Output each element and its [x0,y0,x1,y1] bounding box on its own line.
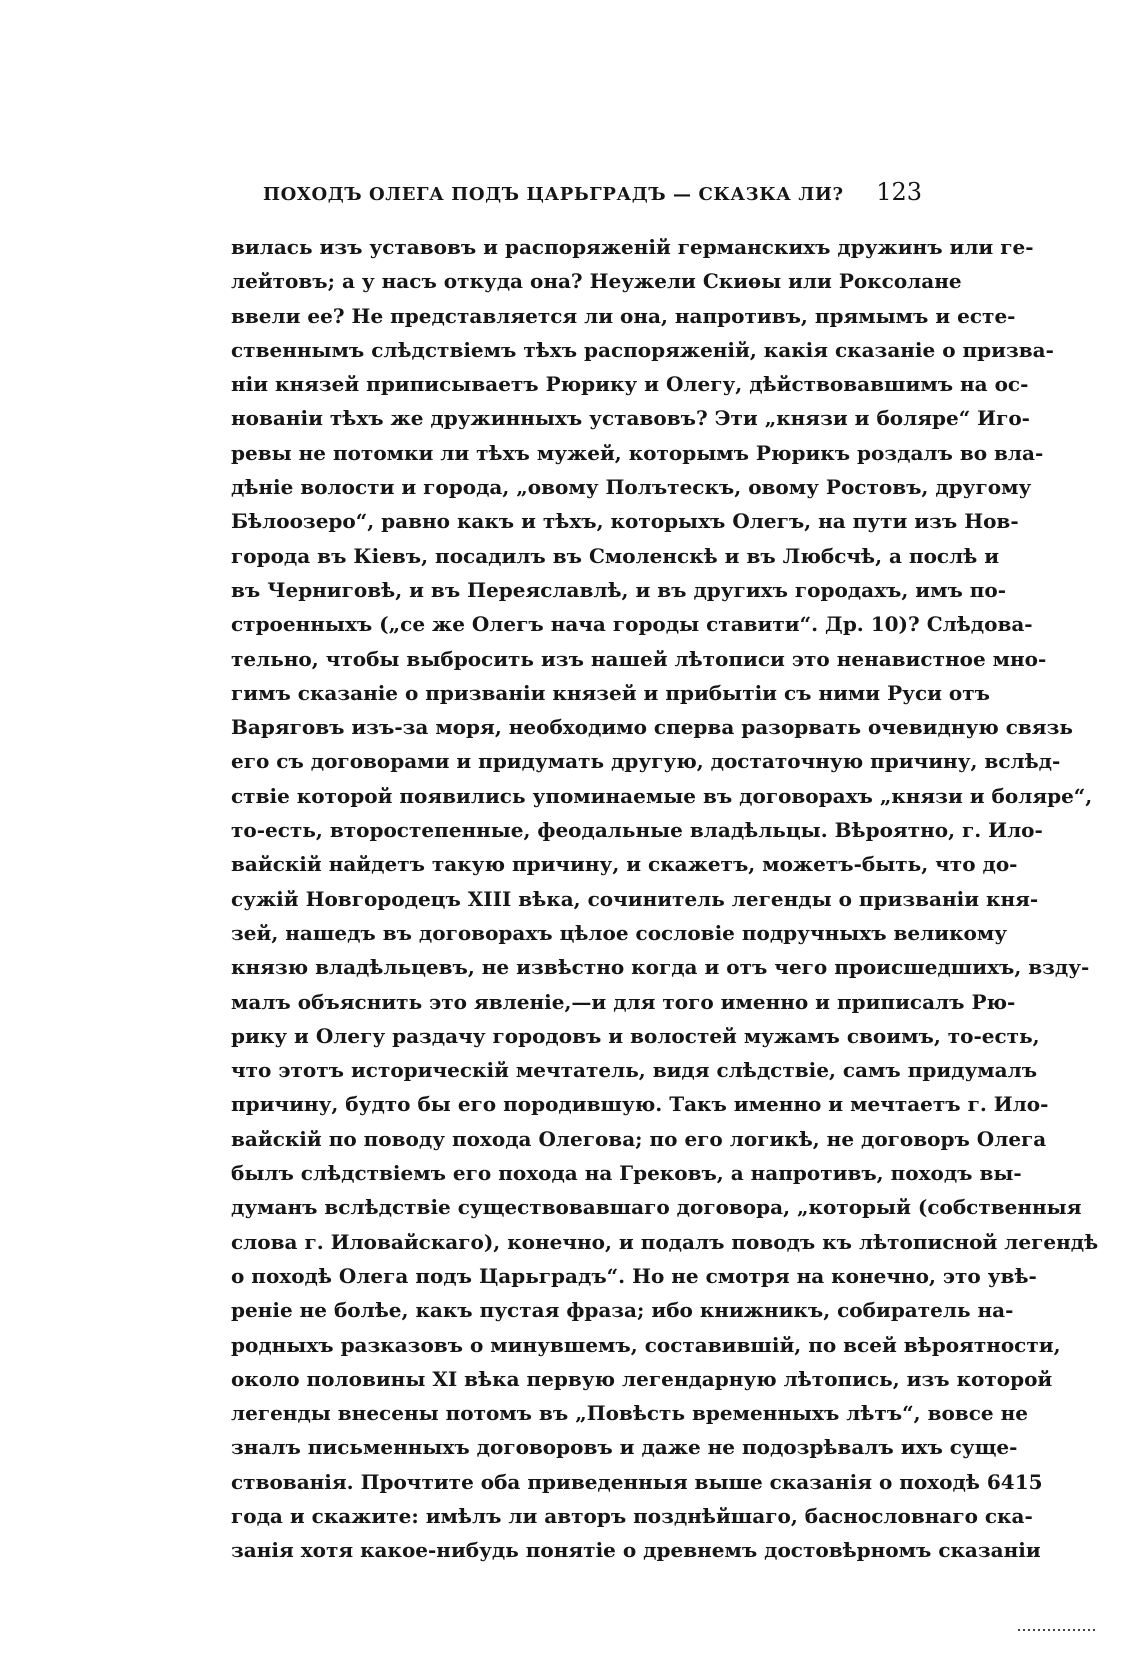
chapter-title: ПОХОДЪ ОЛЕГА ПОДЪ ЦАРЬГРАДЪ — СКАЗКА ЛИ? [263,184,844,205]
text-line: легенды внесены потомъ въ „Повѣсть временныхъ лѣтъ“, вовсе не [231,1401,1028,1426]
text-line: вайскій найдетъ такую причину, и скажетъ, можетъ-быть, что до- [231,852,1018,877]
text-line: о походѣ Олега подъ Царьградъ“. Но не смотря на конечно, это увѣ- [231,1263,1037,1288]
text-line: Варяговъ изъ-за моря, необходимо сперва разорвать очевидную связь [231,715,1073,740]
text-line: вилась изъ уставовъ и распоряженій германскихъ дружинъ или ге- [231,235,1034,259]
text-line: ствіе которой появились упоминаемые въ договорахъ „князи и боляре“, [231,783,1093,808]
text-line: реніе не болѣе, какъ пустая фраза; ибо книжникъ, собиратель на- [231,1298,1014,1323]
body-text [231,230,1099,1568]
text-line: вайскій по поводу похода Олегова; по его логикѣ, не договоръ Олега [231,1126,1047,1151]
text-line: строенныхъ („се же Олегъ нача городы ставити“. Др. 10)? Слѣдова- [231,612,1033,637]
text-line: нованіи тѣхъ же дружинныхъ уставовъ? Эти „князи и боляре“ Иго- [231,406,1030,431]
text-line: думанъ вслѣдствіе существовавшаго договора, „который (собственныя [231,1195,1082,1220]
text-line: ввели ее? Не представляется ли она, напротивъ, прямымъ и есте- [231,303,1016,328]
text-line: занія хотя какое-нибудь понятіе о древнемъ достовѣрномъ сказаніи [231,1538,1041,1563]
scan-edge-mark [1018,1629,1098,1631]
text-line: Бѣлоозеро“, равно какъ и тѣхъ, которыхъ Олегъ, на пути изъ Нов- [231,509,1019,534]
text-line: что этотъ историческій мечтатель, видя слѣдствіе, самъ придумалъ [231,1058,1038,1083]
text-line: князю владѣльцевъ, не извѣстно когда и отъ чего происшедшихъ, взду- [231,955,1090,980]
text-line: города въ Кіевъ, посадилъ въ Смоленскѣ и въ Любсчѣ, а послѣ и [231,543,1000,568]
text-line: въ Черниговѣ, и въ Переяславлѣ, и въ другихъ городахъ, имъ по- [231,577,1007,602]
text-line: дѣніе волости и города, „овому Полътескъ, овому Ростовъ, другому [231,475,1032,500]
text-line: около половины XI вѣка первую легендарную лѣтопись, изъ которой [231,1366,1053,1391]
running-header [231,178,926,218]
text-line: года и скажите: имѣлъ ли авторъ позднѣйшаго, баснословнаго ска- [231,1503,1033,1528]
text-line: слова г. Иловайскаго), конечно, и подалъ поводъ къ лѣтописной легендѣ [231,1229,1099,1254]
text-line: тельно, чтобы выбросить изъ нашей лѣтописи это ненавистное мно- [231,646,1047,671]
text-line: причину, будто бы его породившую. Такъ именно и мечтаетъ г. Ило- [231,1092,1049,1117]
text-line: ревы не потомки ли тѣхъ мужей, которымъ Рюрикъ роздалъ во вла- [231,440,1044,465]
text-line: гимъ сказаніе о призваніи князей и прибытіи съ ними Руси отъ [231,680,990,705]
text-line: ственнымъ слѣдствіемъ тѣхъ распоряженій, какія сказаніе о призва- [231,337,1054,362]
text-line: зей, нашедъ въ договорахъ цѣлое сословіе подручныхъ великому [231,920,1008,945]
text-line: малъ объяснить это явленіе,—и для того именно и приписалъ Рю- [231,989,1016,1014]
text-line: родныхъ разказовъ о минувшемъ, составившій, по всей вѣроятности, [231,1332,1061,1357]
text-line: сужій Новгородецъ XIII вѣка, сочинитель легенды о призваніи кня- [231,886,1039,911]
text-line: зналъ письменныхъ договоровъ и даже не подозрѣвалъ ихъ суще- [231,1435,1018,1460]
text-line: лейтовъ; а у насъ откуда она? Неужели Скиѳы или Роксолане [231,269,962,294]
page-number: 123 [876,178,922,206]
text-line: былъ слѣдствіемъ его похода на Грековъ, а напротивъ, походъ вы- [231,1161,1022,1186]
text-line: его съ договорами и придумать другую, достаточную причину, вслѣд- [231,749,1061,774]
text-line: ствованія. Прочтите оба приведенныя выше сказанія о походѣ 6415 [231,1469,1043,1494]
text-line: то-есть, второстепенные, феодальные владѣльцы. Вѣроятно, г. Ило- [231,818,1043,843]
text-line: ніи князей приписываетъ Рюрику и Олегу, дѣйствовавшимъ на ос- [231,372,1029,397]
text-line: рику и Олегу раздачу городовъ и волостей мужамъ своимъ, то-есть, [231,1023,1040,1048]
